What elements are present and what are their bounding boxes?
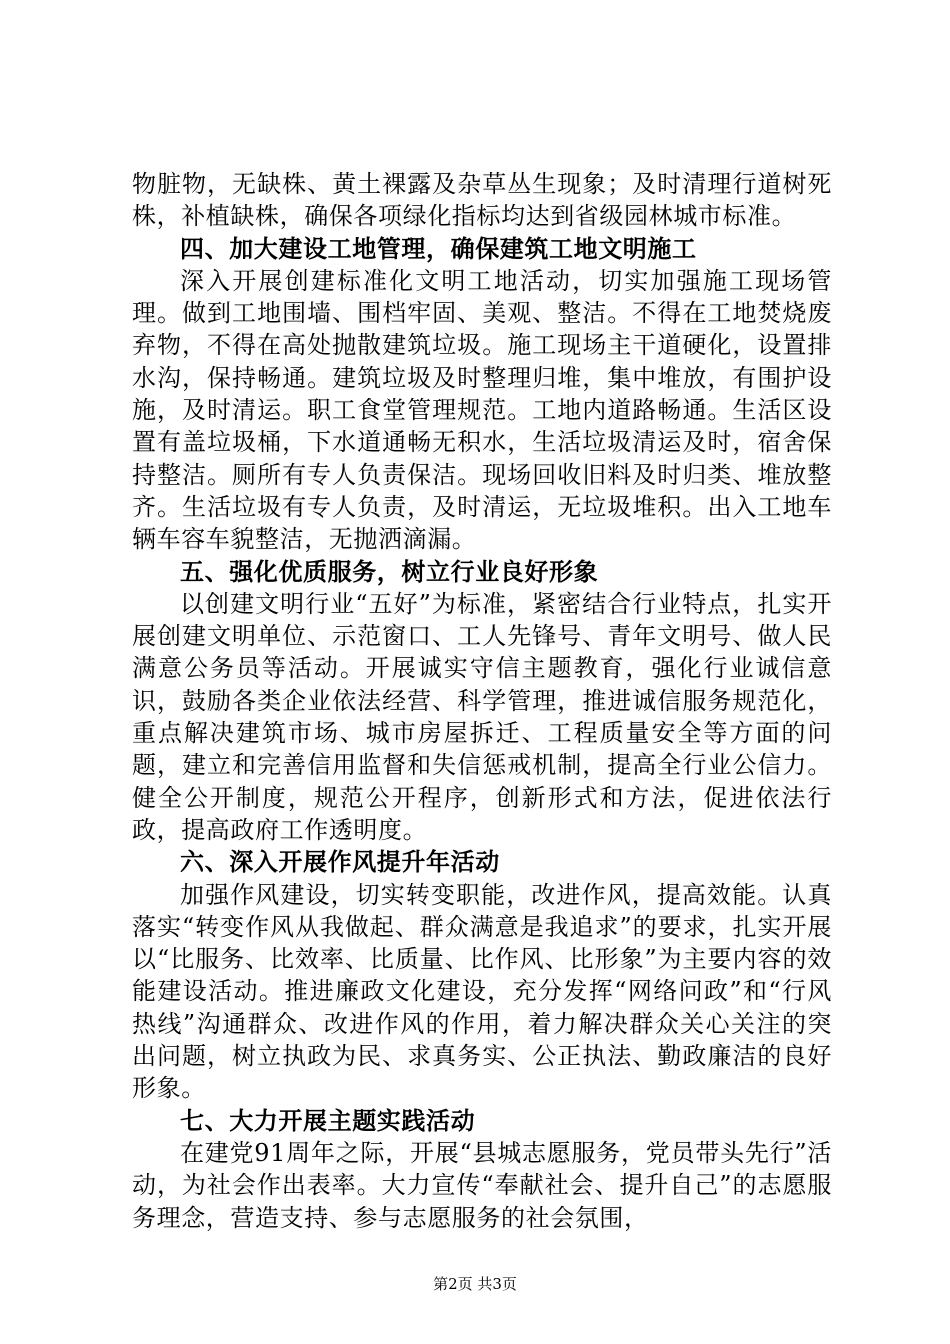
paragraph-section-5: 以创建文明行业“五好”为标准，紧密结合行业特点，扎实开展创建文明单位、示范窗口、工人先锋号、青年文明号、做人民满意公务员等活动。开展诚实守信主题教育，强化行业诚信意识，鼓励各类企业依法经营、科学管理，推进诚信服务规范化，重点解决建筑市场、城市房屋拆迁、工程质量安全等方面的问题，建立和完善信用监督和失信惩戒机制，提高全行业公信力。健全公开制度，规范公开程序，创新形式和方法，促进依法行政，提高政府工作透明度。 <box>132 589 832 844</box>
paragraph-section-4: 深入开展创建标准化文明工地活动，切实加强施工现场管理。做到工地围墙、围档牢固、美观、整洁。不得在工地焚烧废弃物，不得在高处抛散建筑垃圾。施工现场主干道硬化，设置排水沟，保持畅通。建筑垃圾及时整理归堆，集中堆放，有围护设施，及时清运。职工食堂管理规范。工地内道路畅通。生活区设置有盖垃圾桶，下水道通畅无积水，生活垃圾清运及时，宿舍保持整洁。厕所有专人负责保洁。现场回收旧料及时归类、堆放整齐。生活垃圾有专人负责，及时清运，无垃圾堆积。出入工地车辆车容车貌整洁，无抛洒滴漏。 <box>132 266 832 554</box>
section-heading-6: 六、深入开展作风提升年活动 <box>180 848 500 877</box>
document-body <box>132 168 832 1234</box>
section-heading-5: 五、强化优质服务，树立行业良好形象 <box>180 557 599 586</box>
paragraph-section-7: 在建党91周年之际，开展“县城志愿服务，党员带头先行”活动，为社会作出表率。大力宣传“奉献社会、提升自己”的志愿服务理念，营造支持、参与志愿服务的社会氛围， <box>132 1138 832 1232</box>
paragraph-continued: 物脏物，无缺株、黄土裸露及杂草丛生现象；及时清理行道树死株，补植缺株，确保各项绿化指标均达到省级园林城市标准。 <box>132 170 832 231</box>
paragraph-section-6: 加强作风建设，切实转变职能，改进作风，提高效能。认真落实“转变作风从我做起、群众满意是我追求”的要求，扎实开展以“比服务、比效率、比质量、比作风、比形象”为主要内容的效能建设活动。推进廉政文化建设，充分发挥“网络问政”和“行风热线”沟通群众、改进作风的作用，着力解决群众关心关注的突出问题，树立执政为民、求真务实、公正执法、勤政廉洁的良好形象。 <box>132 880 832 1103</box>
page-number-footer: 第2页 共3页 <box>433 1275 517 1293</box>
section-heading-7: 七、大力开展主题实践活动 <box>180 1106 476 1135</box>
section-heading-4: 四、加大建设工地管理，确保建筑工地文明施工 <box>180 234 697 263</box>
